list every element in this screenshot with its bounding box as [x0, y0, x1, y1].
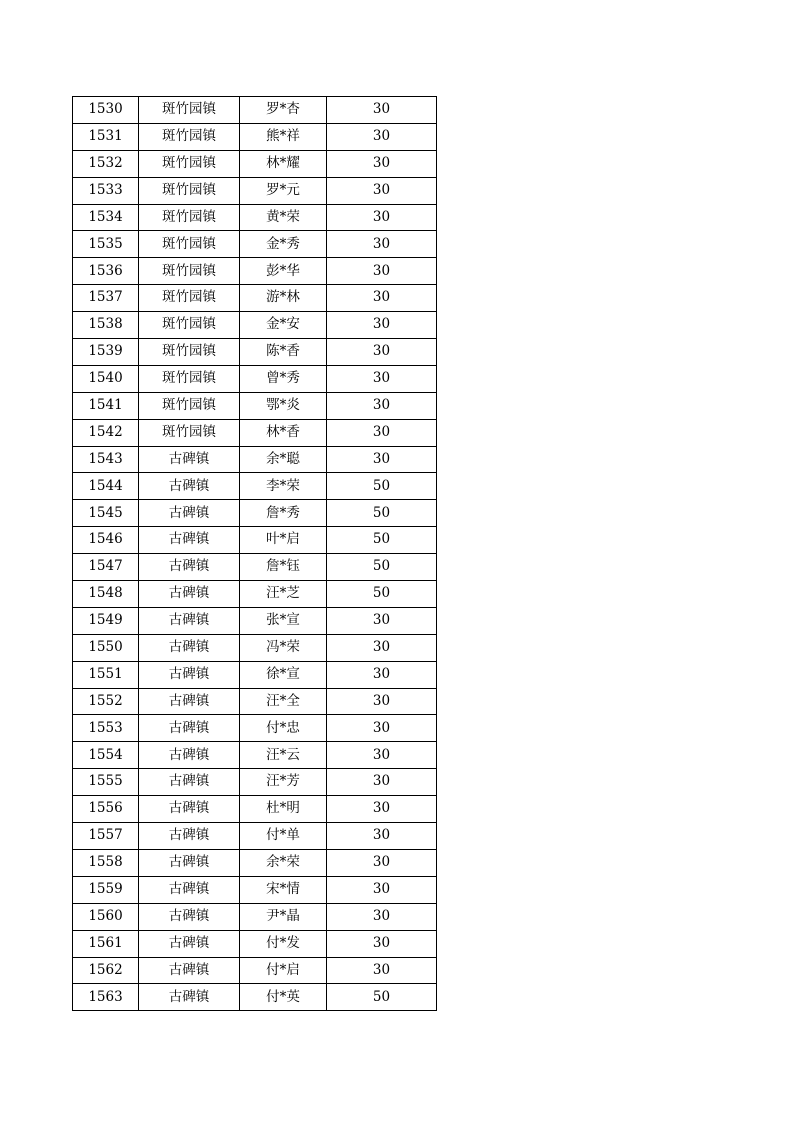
table-row: [73, 849, 437, 876]
name-cell: 熊*祥: [240, 123, 327, 150]
table-row: [73, 823, 437, 850]
roster-table: [72, 96, 437, 1011]
table-row: [73, 688, 437, 715]
amount-cell: 50: [327, 581, 437, 608]
name-cell: 林*耀: [240, 150, 327, 177]
name-cell: 曾*秀: [240, 365, 327, 392]
table-row: [73, 876, 437, 903]
town-cell: 古碑镇: [139, 554, 240, 581]
amount-cell: 50: [327, 500, 437, 527]
table-row: [73, 634, 437, 661]
amount-cell: 30: [327, 177, 437, 204]
amount-cell: 30: [327, 849, 437, 876]
amount-cell: 30: [327, 446, 437, 473]
name-cell: 金*秀: [240, 231, 327, 258]
row-number-cell: 1531: [73, 123, 139, 150]
name-cell: 陈*香: [240, 339, 327, 366]
town-cell: 斑竹园镇: [139, 312, 240, 339]
row-number-cell: 1537: [73, 285, 139, 312]
name-cell: 金*安: [240, 312, 327, 339]
town-cell: 斑竹园镇: [139, 123, 240, 150]
town-cell: 斑竹园镇: [139, 97, 240, 124]
table-row: [73, 769, 437, 796]
amount-cell: 30: [327, 688, 437, 715]
row-number-cell: 1563: [73, 984, 139, 1011]
row-number-cell: 1544: [73, 473, 139, 500]
name-cell: 付*英: [240, 984, 327, 1011]
amount-cell: 30: [327, 150, 437, 177]
name-cell: 游*林: [240, 285, 327, 312]
amount-cell: 30: [327, 97, 437, 124]
town-cell: 古碑镇: [139, 930, 240, 957]
row-number-cell: 1559: [73, 876, 139, 903]
amount-cell: 30: [327, 661, 437, 688]
town-cell: 古碑镇: [139, 688, 240, 715]
name-cell: 汪*芝: [240, 581, 327, 608]
table-row: [73, 796, 437, 823]
town-cell: 古碑镇: [139, 769, 240, 796]
amount-cell: 30: [327, 419, 437, 446]
roster-table-body: [73, 97, 437, 1011]
table-row: [73, 500, 437, 527]
town-cell: 斑竹园镇: [139, 177, 240, 204]
table-row: [73, 715, 437, 742]
amount-cell: 30: [327, 339, 437, 366]
town-cell: 古碑镇: [139, 849, 240, 876]
row-number-cell: 1556: [73, 796, 139, 823]
town-cell: 古碑镇: [139, 500, 240, 527]
row-number-cell: 1549: [73, 607, 139, 634]
row-number-cell: 1533: [73, 177, 139, 204]
name-cell: 叶*启: [240, 527, 327, 554]
table-row: [73, 527, 437, 554]
amount-cell: 50: [327, 984, 437, 1011]
name-cell: 鄂*炎: [240, 392, 327, 419]
row-number-cell: 1535: [73, 231, 139, 258]
amount-cell: 50: [327, 527, 437, 554]
town-cell: 古碑镇: [139, 984, 240, 1011]
row-number-cell: 1554: [73, 742, 139, 769]
amount-cell: 30: [327, 742, 437, 769]
row-number-cell: 1546: [73, 527, 139, 554]
row-number-cell: 1541: [73, 392, 139, 419]
town-cell: 古碑镇: [139, 581, 240, 608]
town-cell: 古碑镇: [139, 903, 240, 930]
amount-cell: 30: [327, 123, 437, 150]
name-cell: 罗*杏: [240, 97, 327, 124]
row-number-cell: 1555: [73, 769, 139, 796]
table-row: [73, 339, 437, 366]
table-row: [73, 312, 437, 339]
amount-cell: 50: [327, 554, 437, 581]
amount-cell: 30: [327, 312, 437, 339]
row-number-cell: 1553: [73, 715, 139, 742]
town-cell: 斑竹园镇: [139, 204, 240, 231]
town-cell: 古碑镇: [139, 957, 240, 984]
town-cell: 斑竹园镇: [139, 392, 240, 419]
amount-cell: 30: [327, 930, 437, 957]
town-cell: 斑竹园镇: [139, 285, 240, 312]
table-row: [73, 903, 437, 930]
table-row: [73, 984, 437, 1011]
town-cell: 古碑镇: [139, 634, 240, 661]
name-cell: 詹*秀: [240, 500, 327, 527]
town-cell: 斑竹园镇: [139, 258, 240, 285]
row-number-cell: 1558: [73, 849, 139, 876]
row-number-cell: 1551: [73, 661, 139, 688]
row-number-cell: 1534: [73, 204, 139, 231]
table-row: [73, 392, 437, 419]
town-cell: 古碑镇: [139, 607, 240, 634]
name-cell: 李*荣: [240, 473, 327, 500]
row-number-cell: 1560: [73, 903, 139, 930]
row-number-cell: 1542: [73, 419, 139, 446]
row-number-cell: 1557: [73, 823, 139, 850]
amount-cell: 30: [327, 392, 437, 419]
town-cell: 古碑镇: [139, 876, 240, 903]
row-number-cell: 1552: [73, 688, 139, 715]
town-cell: 斑竹园镇: [139, 231, 240, 258]
table-row: [73, 285, 437, 312]
table-row: [73, 554, 437, 581]
amount-cell: 30: [327, 823, 437, 850]
name-cell: 彭*华: [240, 258, 327, 285]
name-cell: 付*单: [240, 823, 327, 850]
amount-cell: 30: [327, 903, 437, 930]
name-cell: 尹*晶: [240, 903, 327, 930]
name-cell: 张*宣: [240, 607, 327, 634]
table-row: [73, 473, 437, 500]
row-number-cell: 1550: [73, 634, 139, 661]
name-cell: 余*聪: [240, 446, 327, 473]
table-row: [73, 446, 437, 473]
table-row: [73, 930, 437, 957]
name-cell: 黄*荣: [240, 204, 327, 231]
name-cell: 付*启: [240, 957, 327, 984]
name-cell: 付*忠: [240, 715, 327, 742]
row-number-cell: 1548: [73, 581, 139, 608]
table-row: [73, 231, 437, 258]
row-number-cell: 1545: [73, 500, 139, 527]
row-number-cell: 1530: [73, 97, 139, 124]
name-cell: 汪*芳: [240, 769, 327, 796]
table-row: [73, 123, 437, 150]
amount-cell: 30: [327, 231, 437, 258]
table-row: [73, 365, 437, 392]
row-number-cell: 1540: [73, 365, 139, 392]
table-row: [73, 97, 437, 124]
town-cell: 斑竹园镇: [139, 339, 240, 366]
row-number-cell: 1561: [73, 930, 139, 957]
name-cell: 林*香: [240, 419, 327, 446]
table-row: [73, 661, 437, 688]
town-cell: 古碑镇: [139, 715, 240, 742]
amount-cell: 30: [327, 957, 437, 984]
amount-cell: 30: [327, 796, 437, 823]
name-cell: 宋*情: [240, 876, 327, 903]
name-cell: 汪*全: [240, 688, 327, 715]
town-cell: 古碑镇: [139, 446, 240, 473]
town-cell: 古碑镇: [139, 527, 240, 554]
amount-cell: 30: [327, 769, 437, 796]
name-cell: 詹*钰: [240, 554, 327, 581]
amount-cell: 30: [327, 876, 437, 903]
table-row: [73, 204, 437, 231]
name-cell: 徐*宣: [240, 661, 327, 688]
name-cell: 付*发: [240, 930, 327, 957]
town-cell: 斑竹园镇: [139, 365, 240, 392]
row-number-cell: 1539: [73, 339, 139, 366]
name-cell: 罗*元: [240, 177, 327, 204]
table-row: [73, 150, 437, 177]
row-number-cell: 1538: [73, 312, 139, 339]
row-number-cell: 1547: [73, 554, 139, 581]
table-row: [73, 177, 437, 204]
town-cell: 古碑镇: [139, 742, 240, 769]
amount-cell: 30: [327, 204, 437, 231]
town-cell: 斑竹园镇: [139, 419, 240, 446]
name-cell: 冯*荣: [240, 634, 327, 661]
amount-cell: 30: [327, 365, 437, 392]
name-cell: 杜*明: [240, 796, 327, 823]
town-cell: 古碑镇: [139, 473, 240, 500]
table-row: [73, 581, 437, 608]
name-cell: 汪*云: [240, 742, 327, 769]
row-number-cell: 1562: [73, 957, 139, 984]
amount-cell: 30: [327, 285, 437, 312]
name-cell: 余*荣: [240, 849, 327, 876]
table-row: [73, 607, 437, 634]
row-number-cell: 1532: [73, 150, 139, 177]
row-number-cell: 1536: [73, 258, 139, 285]
amount-cell: 30: [327, 607, 437, 634]
amount-cell: 30: [327, 715, 437, 742]
table-row: [73, 258, 437, 285]
table-row: [73, 742, 437, 769]
amount-cell: 30: [327, 634, 437, 661]
amount-cell: 50: [327, 473, 437, 500]
table-row: [73, 957, 437, 984]
table-row: [73, 419, 437, 446]
town-cell: 古碑镇: [139, 823, 240, 850]
town-cell: 斑竹园镇: [139, 150, 240, 177]
amount-cell: 30: [327, 258, 437, 285]
town-cell: 古碑镇: [139, 796, 240, 823]
row-number-cell: 1543: [73, 446, 139, 473]
town-cell: 古碑镇: [139, 661, 240, 688]
